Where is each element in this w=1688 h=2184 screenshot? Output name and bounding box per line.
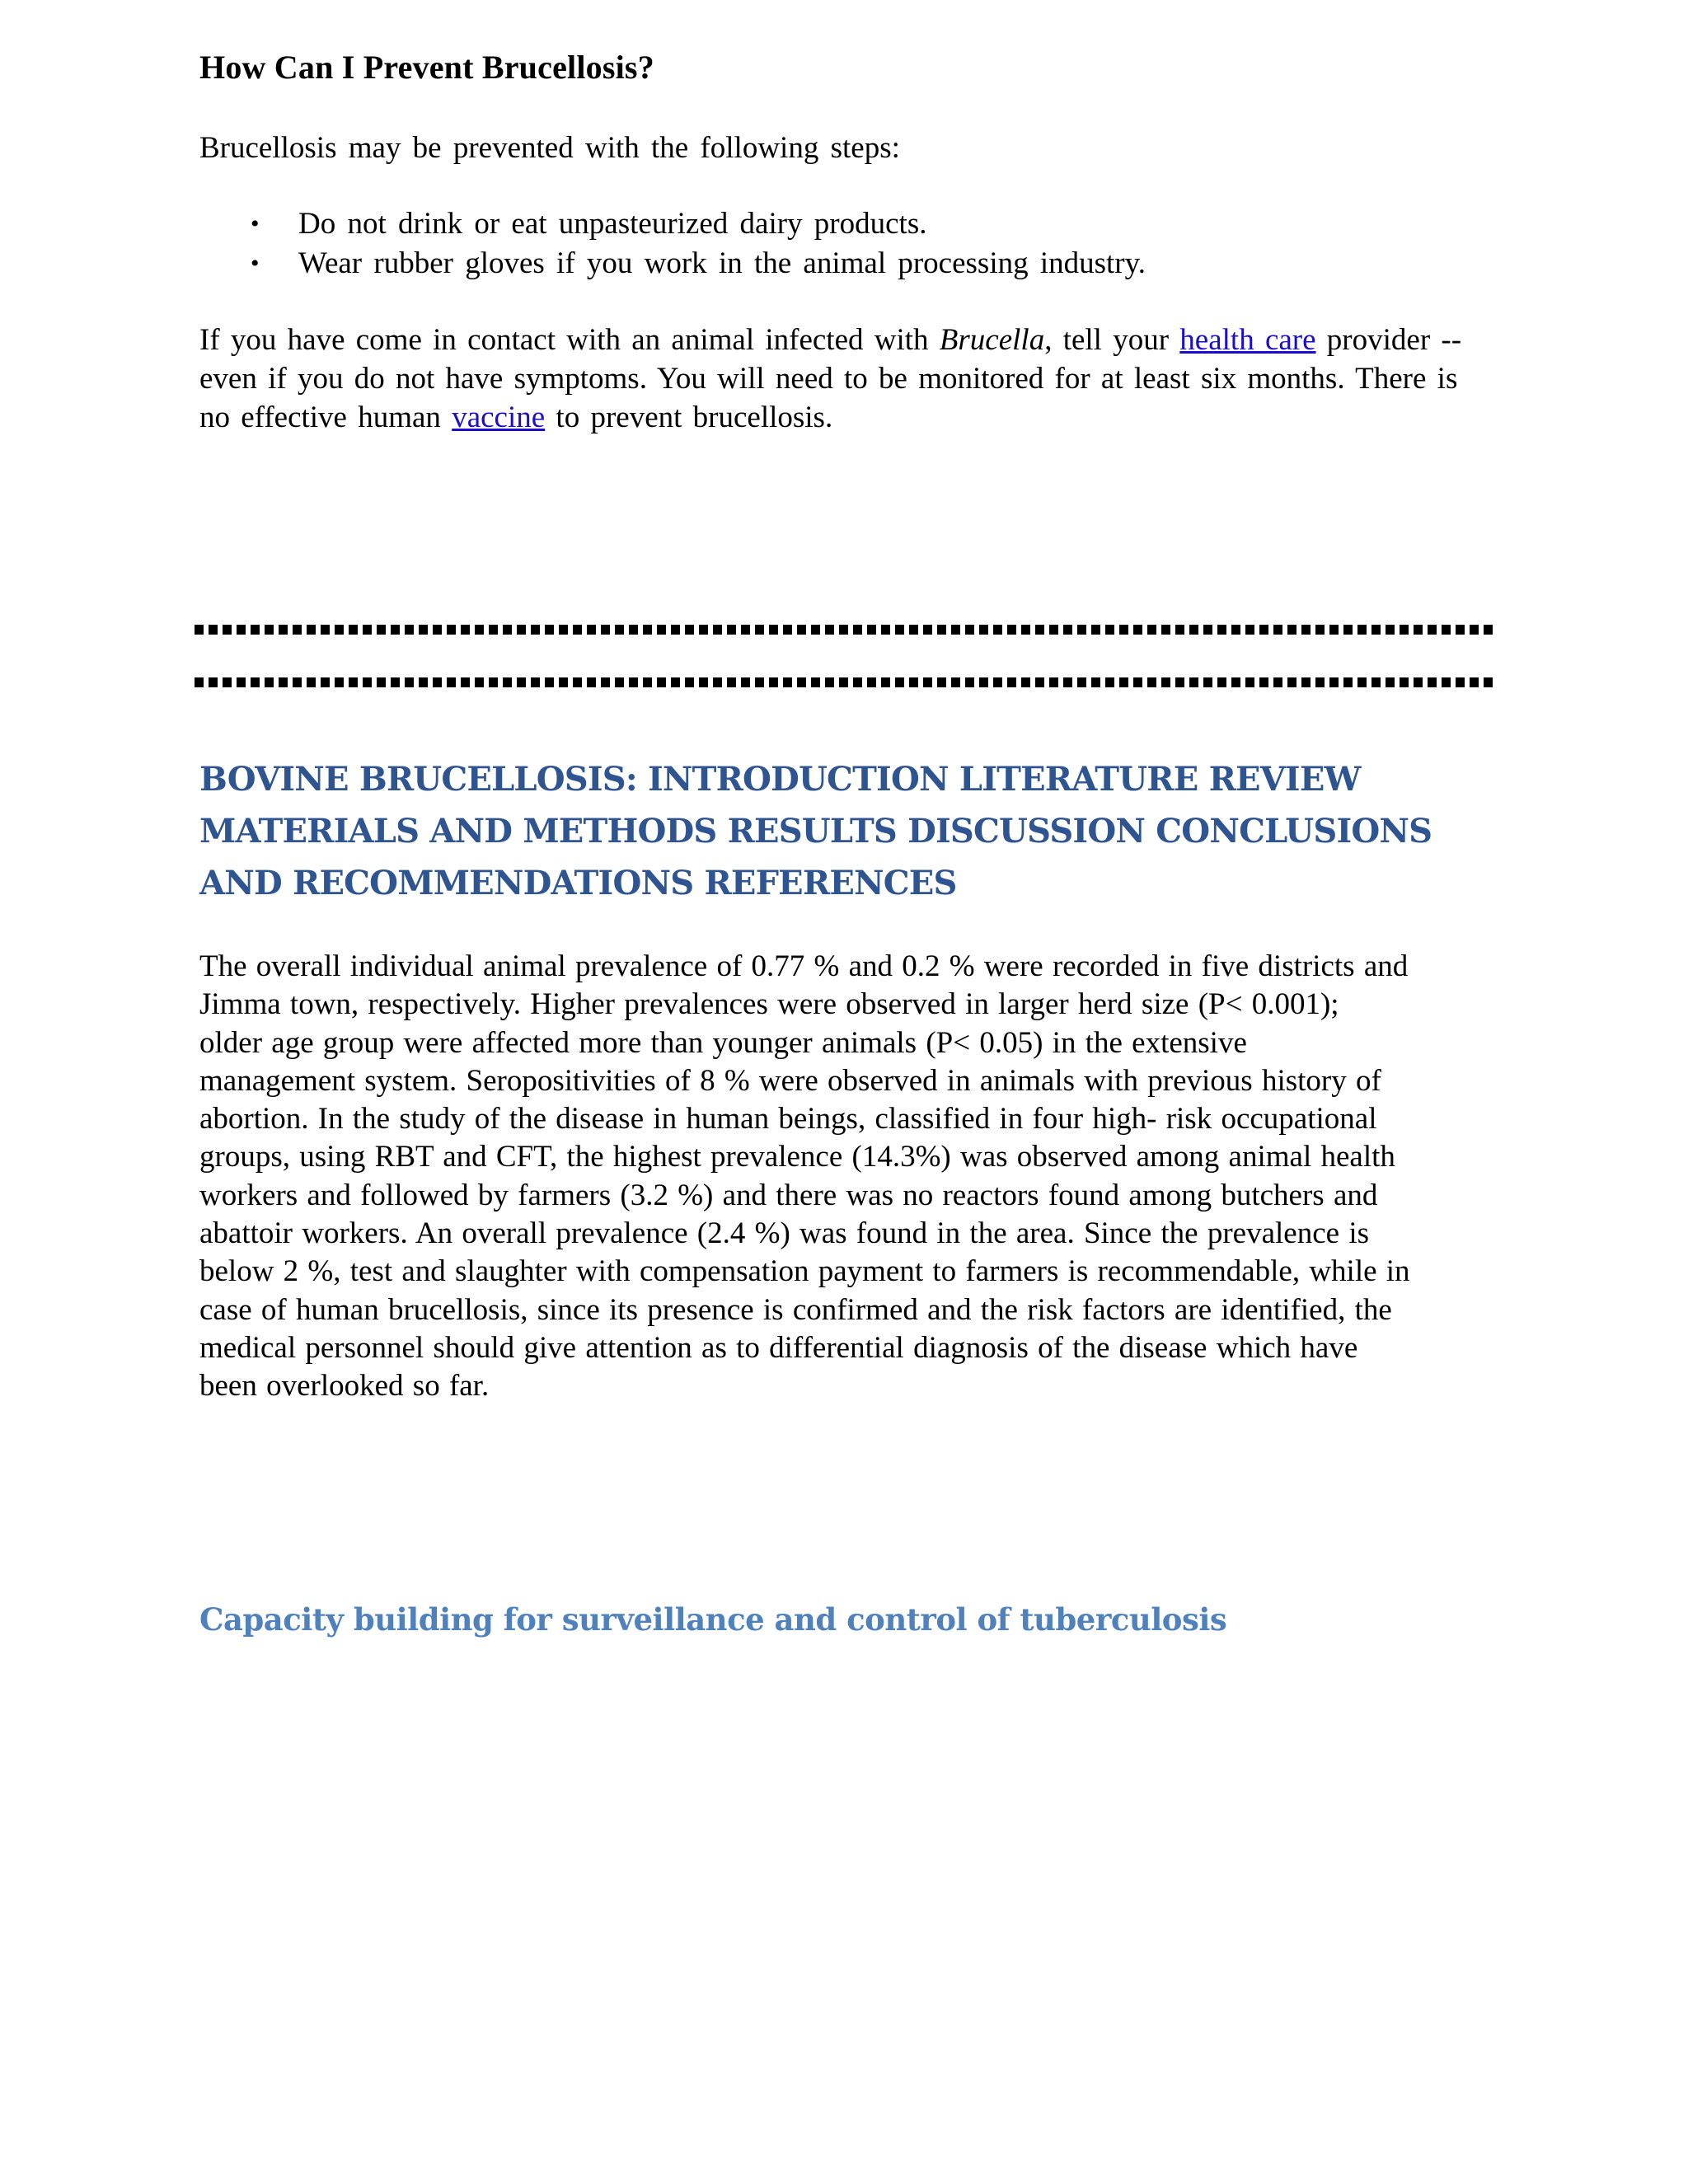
abstract-line: abortion. In the study of the disease in human beings, classified in four high- risk occupational xyxy=(199,1102,1377,1137)
list-item xyxy=(199,204,1146,244)
prevention-steps-list xyxy=(199,204,1146,284)
prevention-intro: Brucellosis may be prevented with the following steps: xyxy=(199,131,900,165)
dotted-divider xyxy=(195,625,1495,635)
step-text: Wear rubber gloves if you work in the animal processing industry. xyxy=(298,246,1146,280)
vaccine-link[interactable]: vaccine xyxy=(452,401,546,434)
step-text: Do not drink or eat unpasteurized dairy products. xyxy=(298,207,927,241)
subheading: Capacity building for surveillance and control of tuberculosis xyxy=(199,1601,1227,1638)
abstract-line: medical personnel should give attention as to differential diagnosis of the disease which have xyxy=(199,1330,1358,1365)
bullet-icon: • xyxy=(251,210,260,237)
organism-name: Brucella xyxy=(939,323,1045,357)
abstract-line: Jimma town, respectively. Higher prevalences were observed in larger herd size (P< 0.001); xyxy=(199,987,1339,1022)
contact-text: to prevent brucellosis. xyxy=(545,401,833,434)
abstract-line: below 2 %, test and slaughter with compensation payment to farmers is recommendable, while in xyxy=(199,1254,1410,1289)
abstract-line: management system. Seropositivities of 8 % were observed in animals with previous history of xyxy=(199,1063,1381,1098)
prevention-heading: How Can I Prevent Brucellosis? xyxy=(199,49,654,86)
list-item xyxy=(199,244,1146,284)
abstract-line: abattoir workers. An overall prevalence (2.4 %) was found in the area. Since the prevalence is xyxy=(199,1216,1369,1251)
contact-paragraph xyxy=(199,321,1493,437)
contact-text: , tell your xyxy=(1044,323,1180,357)
abstract-paragraph xyxy=(199,948,1493,1406)
abstract-line: groups, using RBT and CFT, the highest prevalence (14.3%) was observed among animal health xyxy=(199,1140,1395,1174)
contact-text: provider -- even if you do not have symptoms. You will need to be monitored for at least six months. There is no effective human xyxy=(199,323,1462,434)
abstract-line: workers and followed by farmers (3.2 %) and there was no reactors found among butchers and xyxy=(199,1178,1378,1212)
abstract-line: case of human brucellosis, since its presence is confirmed and the risk factors are identified, the xyxy=(199,1292,1392,1327)
bullet-icon: • xyxy=(251,250,260,277)
abstract-line: been overlooked so far. xyxy=(199,1369,490,1404)
contact-text: If you have come in contact with an animal infected with xyxy=(199,323,940,357)
section-title: BOVINE BRUCELLOSIS: INTRODUCTION LITERATURE REVIEW MATERIALS AND METHODS RESULTS DISCUSSION CONCLUSIONS AND RECOMMENDATIONS REFERENCES xyxy=(199,760,1432,902)
health-care-link[interactable]: health care xyxy=(1179,323,1316,357)
abstract-line: The overall individual animal prevalence of 0.77 % and 0.2 % were recorded in five districts and xyxy=(199,949,1409,983)
dotted-divider xyxy=(195,677,1495,687)
abstract-line: older age group were affected more than younger animals (P< 0.05) in the extensive xyxy=(199,1025,1247,1060)
